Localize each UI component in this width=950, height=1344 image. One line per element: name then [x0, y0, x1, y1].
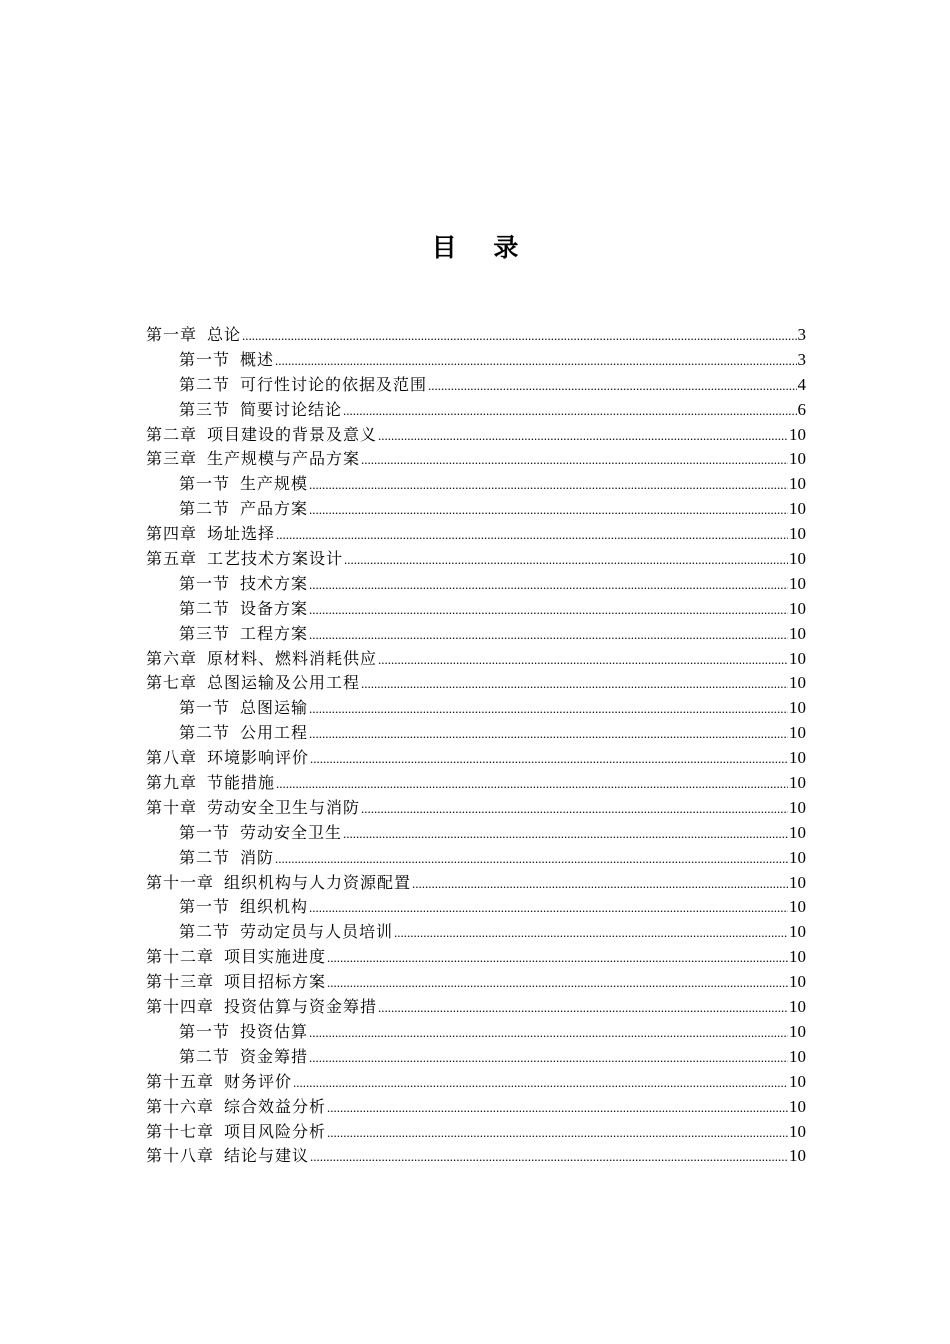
toc-entry-label: 第三节	[179, 399, 231, 419]
toc-entry-heading	[179, 497, 308, 522]
toc-entry-label: 第一节	[179, 349, 231, 369]
toc-entry-heading	[179, 1045, 308, 1070]
toc-dot-leader	[344, 548, 788, 573]
toc-entry-title: 项目建设的背景及意义	[207, 424, 378, 444]
toc-entry-heading	[179, 622, 308, 647]
toc-entry-heading	[179, 895, 308, 920]
toc-chapter-entry[interactable]	[146, 547, 806, 572]
toc-entry-title: 结论与建议	[224, 1146, 310, 1166]
toc-entry-label: 第十六章	[146, 1096, 215, 1116]
toc-section-entry[interactable]	[146, 895, 806, 920]
toc-entry-title: 节能措施	[207, 773, 276, 793]
toc-page-number: 3	[797, 349, 806, 369]
toc-entry-title: 工艺技术方案设计	[207, 549, 344, 569]
toc-dot-leader	[309, 473, 788, 498]
toc-chapter-entry[interactable]	[146, 522, 806, 547]
toc-page-number: 10	[789, 623, 806, 643]
toc-entry-title: 劳动定员与人员培训	[240, 922, 394, 942]
toc-entry-title: 劳动安全卫生与消防	[207, 797, 361, 817]
toc-page-number: 10	[789, 1146, 806, 1166]
toc-section-entry[interactable]	[146, 348, 806, 373]
toc-section-entry[interactable]	[146, 721, 806, 746]
toc-section-entry[interactable]	[146, 472, 806, 497]
toc-entry-title: 环境影响评价	[207, 748, 310, 768]
toc-entry-label: 第一节	[179, 698, 231, 718]
toc-dot-leader	[361, 797, 788, 822]
toc-entry-label: 第十七章	[146, 1121, 215, 1141]
toc-page-number: 10	[789, 1096, 806, 1116]
toc-dot-leader	[361, 672, 788, 697]
toc-page-number: 3	[797, 325, 806, 344]
toc-entry-label: 第三章	[146, 449, 198, 469]
toc-entry-heading	[179, 1020, 308, 1045]
toc-entry-label: 第一节	[179, 897, 231, 917]
toc-entry-label: 第十四章	[146, 997, 215, 1017]
toc-entry-label: 第二节	[179, 723, 231, 743]
toc-dot-leader	[309, 896, 788, 921]
toc-entry-label: 第一节	[179, 573, 231, 593]
toc-section-entry[interactable]	[146, 622, 806, 647]
toc-section-entry[interactable]	[146, 497, 806, 522]
toc-chapter-entry[interactable]	[146, 323, 806, 348]
toc-entry-heading	[146, 1120, 326, 1145]
toc-list	[146, 323, 806, 1169]
toc-page-number: 10	[789, 872, 806, 892]
toc-page-number: 10	[789, 673, 806, 693]
toc-entry-heading	[179, 721, 308, 746]
toc-entry-heading	[146, 671, 360, 696]
toc-entry-title: 投资估算与资金筹措	[224, 997, 378, 1017]
toc-entry-label: 第七章	[146, 673, 198, 693]
toc-entry-heading	[179, 846, 274, 871]
toc-entry-label: 第一节	[179, 474, 231, 494]
toc-dot-leader	[428, 374, 796, 399]
toc-entry-title: 项目招标方案	[224, 972, 327, 992]
toc-entry-label: 第五章	[146, 549, 198, 569]
toc-page-number: 10	[789, 997, 806, 1017]
toc-chapter-entry[interactable]	[146, 995, 806, 1020]
toc-entry-heading	[146, 423, 377, 448]
toc-chapter-entry[interactable]	[146, 746, 806, 771]
toc-dot-leader	[310, 747, 788, 772]
toc-dot-leader	[276, 772, 788, 797]
toc-page-number: 10	[789, 549, 806, 569]
toc-chapter-entry[interactable]	[146, 423, 806, 448]
toc-chapter-entry[interactable]	[146, 1070, 806, 1095]
toc-entry-title: 原材料、燃料消耗供应	[207, 648, 378, 668]
toc-entry-title: 组织机构与人力资源配置	[224, 872, 412, 892]
toc-entry-label: 第二节	[179, 1046, 231, 1066]
toc-entry-title: 总图运输及公用工程	[207, 673, 361, 693]
toc-chapter-entry[interactable]	[146, 796, 806, 821]
toc-dot-leader	[361, 448, 788, 473]
toc-section-entry[interactable]	[146, 597, 806, 622]
toc-entry-label: 第十五章	[146, 1071, 215, 1091]
toc-entry-heading	[179, 821, 342, 846]
toc-page-number: 10	[789, 922, 806, 942]
toc-section-entry[interactable]	[146, 696, 806, 721]
toc-dot-leader	[327, 971, 788, 996]
toc-dot-leader	[310, 1145, 788, 1170]
toc-entry-title: 场址选择	[207, 524, 276, 544]
toc-entry-label: 第一章	[146, 325, 198, 344]
toc-dot-leader	[343, 399, 796, 424]
toc-entry-heading	[146, 323, 241, 348]
toc-section-entry[interactable]	[146, 1020, 806, 1045]
toc-section-entry[interactable]	[146, 398, 806, 423]
toc-chapter-entry[interactable]	[146, 871, 806, 896]
toc-dot-leader	[309, 1046, 788, 1071]
toc-entry-label: 第八章	[146, 748, 198, 768]
toc-entry-label: 第十一章	[146, 872, 215, 892]
toc-section-entry[interactable]	[146, 821, 806, 846]
toc-dot-leader	[309, 498, 788, 523]
toc-entry-title: 工程方案	[240, 623, 309, 643]
toc-section-entry[interactable]	[146, 1045, 806, 1070]
toc-entry-title: 资金筹措	[240, 1046, 309, 1066]
toc-page-number: 10	[789, 1071, 806, 1091]
toc-section-entry[interactable]	[146, 846, 806, 871]
toc-entry-heading	[146, 547, 343, 572]
toc-entry-title: 可行性讨论的依据及范围	[240, 374, 428, 394]
toc-entry-label: 第一节	[179, 1021, 231, 1041]
toc-chapter-entry[interactable]	[146, 447, 806, 472]
toc-entry-title: 生产规模与产品方案	[207, 449, 361, 469]
toc-page-number: 10	[789, 474, 806, 494]
toc-page-number: 10	[789, 822, 806, 842]
toc-section-entry[interactable]	[146, 572, 806, 597]
toc-entry-label: 第九章	[146, 773, 198, 793]
toc-entry-title: 技术方案	[240, 573, 309, 593]
toc-page-number: 10	[789, 847, 806, 867]
toc-entry-heading	[179, 472, 308, 497]
toc-entry-title: 公用工程	[240, 723, 309, 743]
toc-dot-leader	[412, 872, 788, 897]
toc-entry-heading	[146, 1144, 309, 1169]
toc-dot-leader	[275, 349, 796, 374]
toc-dot-leader	[276, 523, 788, 548]
toc-dot-leader	[394, 921, 788, 946]
toc-entry-heading	[179, 373, 427, 398]
toc-entry-title: 设备方案	[240, 598, 309, 618]
toc-entry-label: 第二节	[179, 922, 231, 942]
toc-dot-leader	[309, 722, 788, 747]
toc-entry-heading	[179, 696, 308, 721]
toc-entry-title: 组织机构	[240, 897, 309, 917]
toc-entry-title: 产品方案	[240, 499, 309, 519]
toc-dot-leader	[309, 623, 788, 648]
toc-entry-title: 项目实施进度	[224, 947, 327, 967]
toc-page-number: 10	[789, 972, 806, 992]
toc-entry-title: 综合效益分析	[224, 1096, 327, 1116]
toc-dot-leader	[378, 996, 788, 1021]
toc-entry-label: 第二节	[179, 374, 231, 394]
toc-dot-leader	[293, 1071, 788, 1096]
toc-entry-heading	[179, 572, 308, 597]
toc-entry-title: 总图运输	[240, 698, 309, 718]
toc-entry-heading	[146, 771, 275, 796]
toc-entry-heading	[146, 1095, 326, 1120]
toc-entry-label: 第十章	[146, 797, 198, 817]
toc-dot-leader	[327, 946, 788, 971]
toc-entry-heading	[146, 746, 309, 771]
toc-entry-title: 劳动安全卫生	[240, 822, 343, 842]
toc-entry-label: 第二节	[179, 499, 231, 519]
toc-dot-leader	[309, 697, 788, 722]
toc-entry-title: 简要讨论结论	[240, 399, 343, 419]
toc-entry-label: 第四章	[146, 524, 198, 544]
toc-dot-leader	[242, 324, 796, 349]
toc-chapter-entry[interactable]	[146, 771, 806, 796]
toc-entry-label: 第三节	[179, 623, 231, 643]
toc-entry-label: 第二节	[179, 598, 231, 618]
toc-entry-heading	[146, 970, 326, 995]
toc-page-number: 10	[789, 424, 806, 444]
toc-dot-leader	[378, 424, 788, 449]
toc-dot-leader	[309, 1021, 788, 1046]
toc-dot-leader	[343, 822, 788, 847]
toc-entry-heading	[179, 920, 393, 945]
toc-entry-heading	[146, 1070, 292, 1095]
toc-page-number: 10	[789, 449, 806, 469]
toc-entry-label: 第二章	[146, 424, 198, 444]
toc-dot-leader	[275, 847, 788, 872]
toc-entry-label: 第一节	[179, 822, 231, 842]
toc-page-number: 4	[797, 374, 806, 394]
toc-entry-title: 消防	[240, 847, 275, 867]
toc-page-number: 6	[797, 399, 806, 419]
toc-entry-title: 投资估算	[240, 1021, 309, 1041]
toc-entry-label: 第二节	[179, 847, 231, 867]
toc-page-number: 10	[789, 598, 806, 618]
toc-entry-heading	[179, 348, 274, 373]
toc-page-number: 10	[789, 1021, 806, 1041]
toc-entry-heading	[146, 945, 326, 970]
toc-entry-heading	[146, 522, 275, 547]
toc-entry-heading	[146, 647, 377, 672]
toc-chapter-entry[interactable]	[146, 647, 806, 672]
toc-entry-heading	[146, 796, 360, 821]
toc-entry-heading	[146, 995, 377, 1020]
toc-dot-leader	[327, 1121, 788, 1146]
toc-page-number: 10	[789, 947, 806, 967]
toc-page-number: 10	[789, 723, 806, 743]
toc-dot-leader	[309, 598, 788, 623]
toc-chapter-entry[interactable]	[146, 970, 806, 995]
toc-entry-heading	[179, 398, 342, 423]
toc-entry-title: 概述	[240, 349, 275, 369]
toc-page-number: 10	[789, 573, 806, 593]
toc-entry-title: 生产规模	[240, 474, 309, 494]
toc-entry-label: 第六章	[146, 648, 198, 668]
toc-page-number: 10	[789, 1121, 806, 1141]
toc-entry-label: 第十二章	[146, 947, 215, 967]
toc-page-number: 10	[789, 897, 806, 917]
toc-page-number: 10	[789, 648, 806, 668]
toc-entry-title: 总论	[207, 325, 242, 344]
toc-page-number: 10	[789, 698, 806, 718]
toc-entry-heading	[179, 597, 308, 622]
toc-entry-title: 项目风险分析	[224, 1121, 327, 1141]
toc-page-number: 10	[789, 524, 806, 544]
toc-entry-heading	[146, 447, 360, 472]
toc-entry-label: 第十三章	[146, 972, 215, 992]
toc-page-number: 10	[789, 499, 806, 519]
toc-chapter-entry[interactable]	[146, 1144, 806, 1169]
toc-chapter-entry[interactable]	[146, 1095, 806, 1120]
toc-entry-title: 财务评价	[224, 1071, 293, 1091]
toc-entry-heading	[146, 871, 411, 896]
toc-page-number: 10	[789, 797, 806, 817]
toc-page-number: 10	[789, 748, 806, 768]
toc-chapter-entry[interactable]	[146, 671, 806, 696]
toc-chapter-entry[interactable]	[146, 945, 806, 970]
toc-entry-label: 第十八章	[146, 1146, 215, 1166]
toc-chapter-entry[interactable]	[146, 1120, 806, 1145]
toc-dot-leader	[378, 648, 788, 673]
toc-dot-leader	[327, 1096, 788, 1121]
toc-section-entry[interactable]	[146, 373, 806, 398]
toc-page-number: 10	[789, 773, 806, 793]
toc-page-number: 10	[789, 1046, 806, 1066]
toc-dot-leader	[309, 573, 788, 598]
toc-section-entry[interactable]	[146, 920, 806, 945]
toc-title: 目 录	[431, 233, 533, 262]
